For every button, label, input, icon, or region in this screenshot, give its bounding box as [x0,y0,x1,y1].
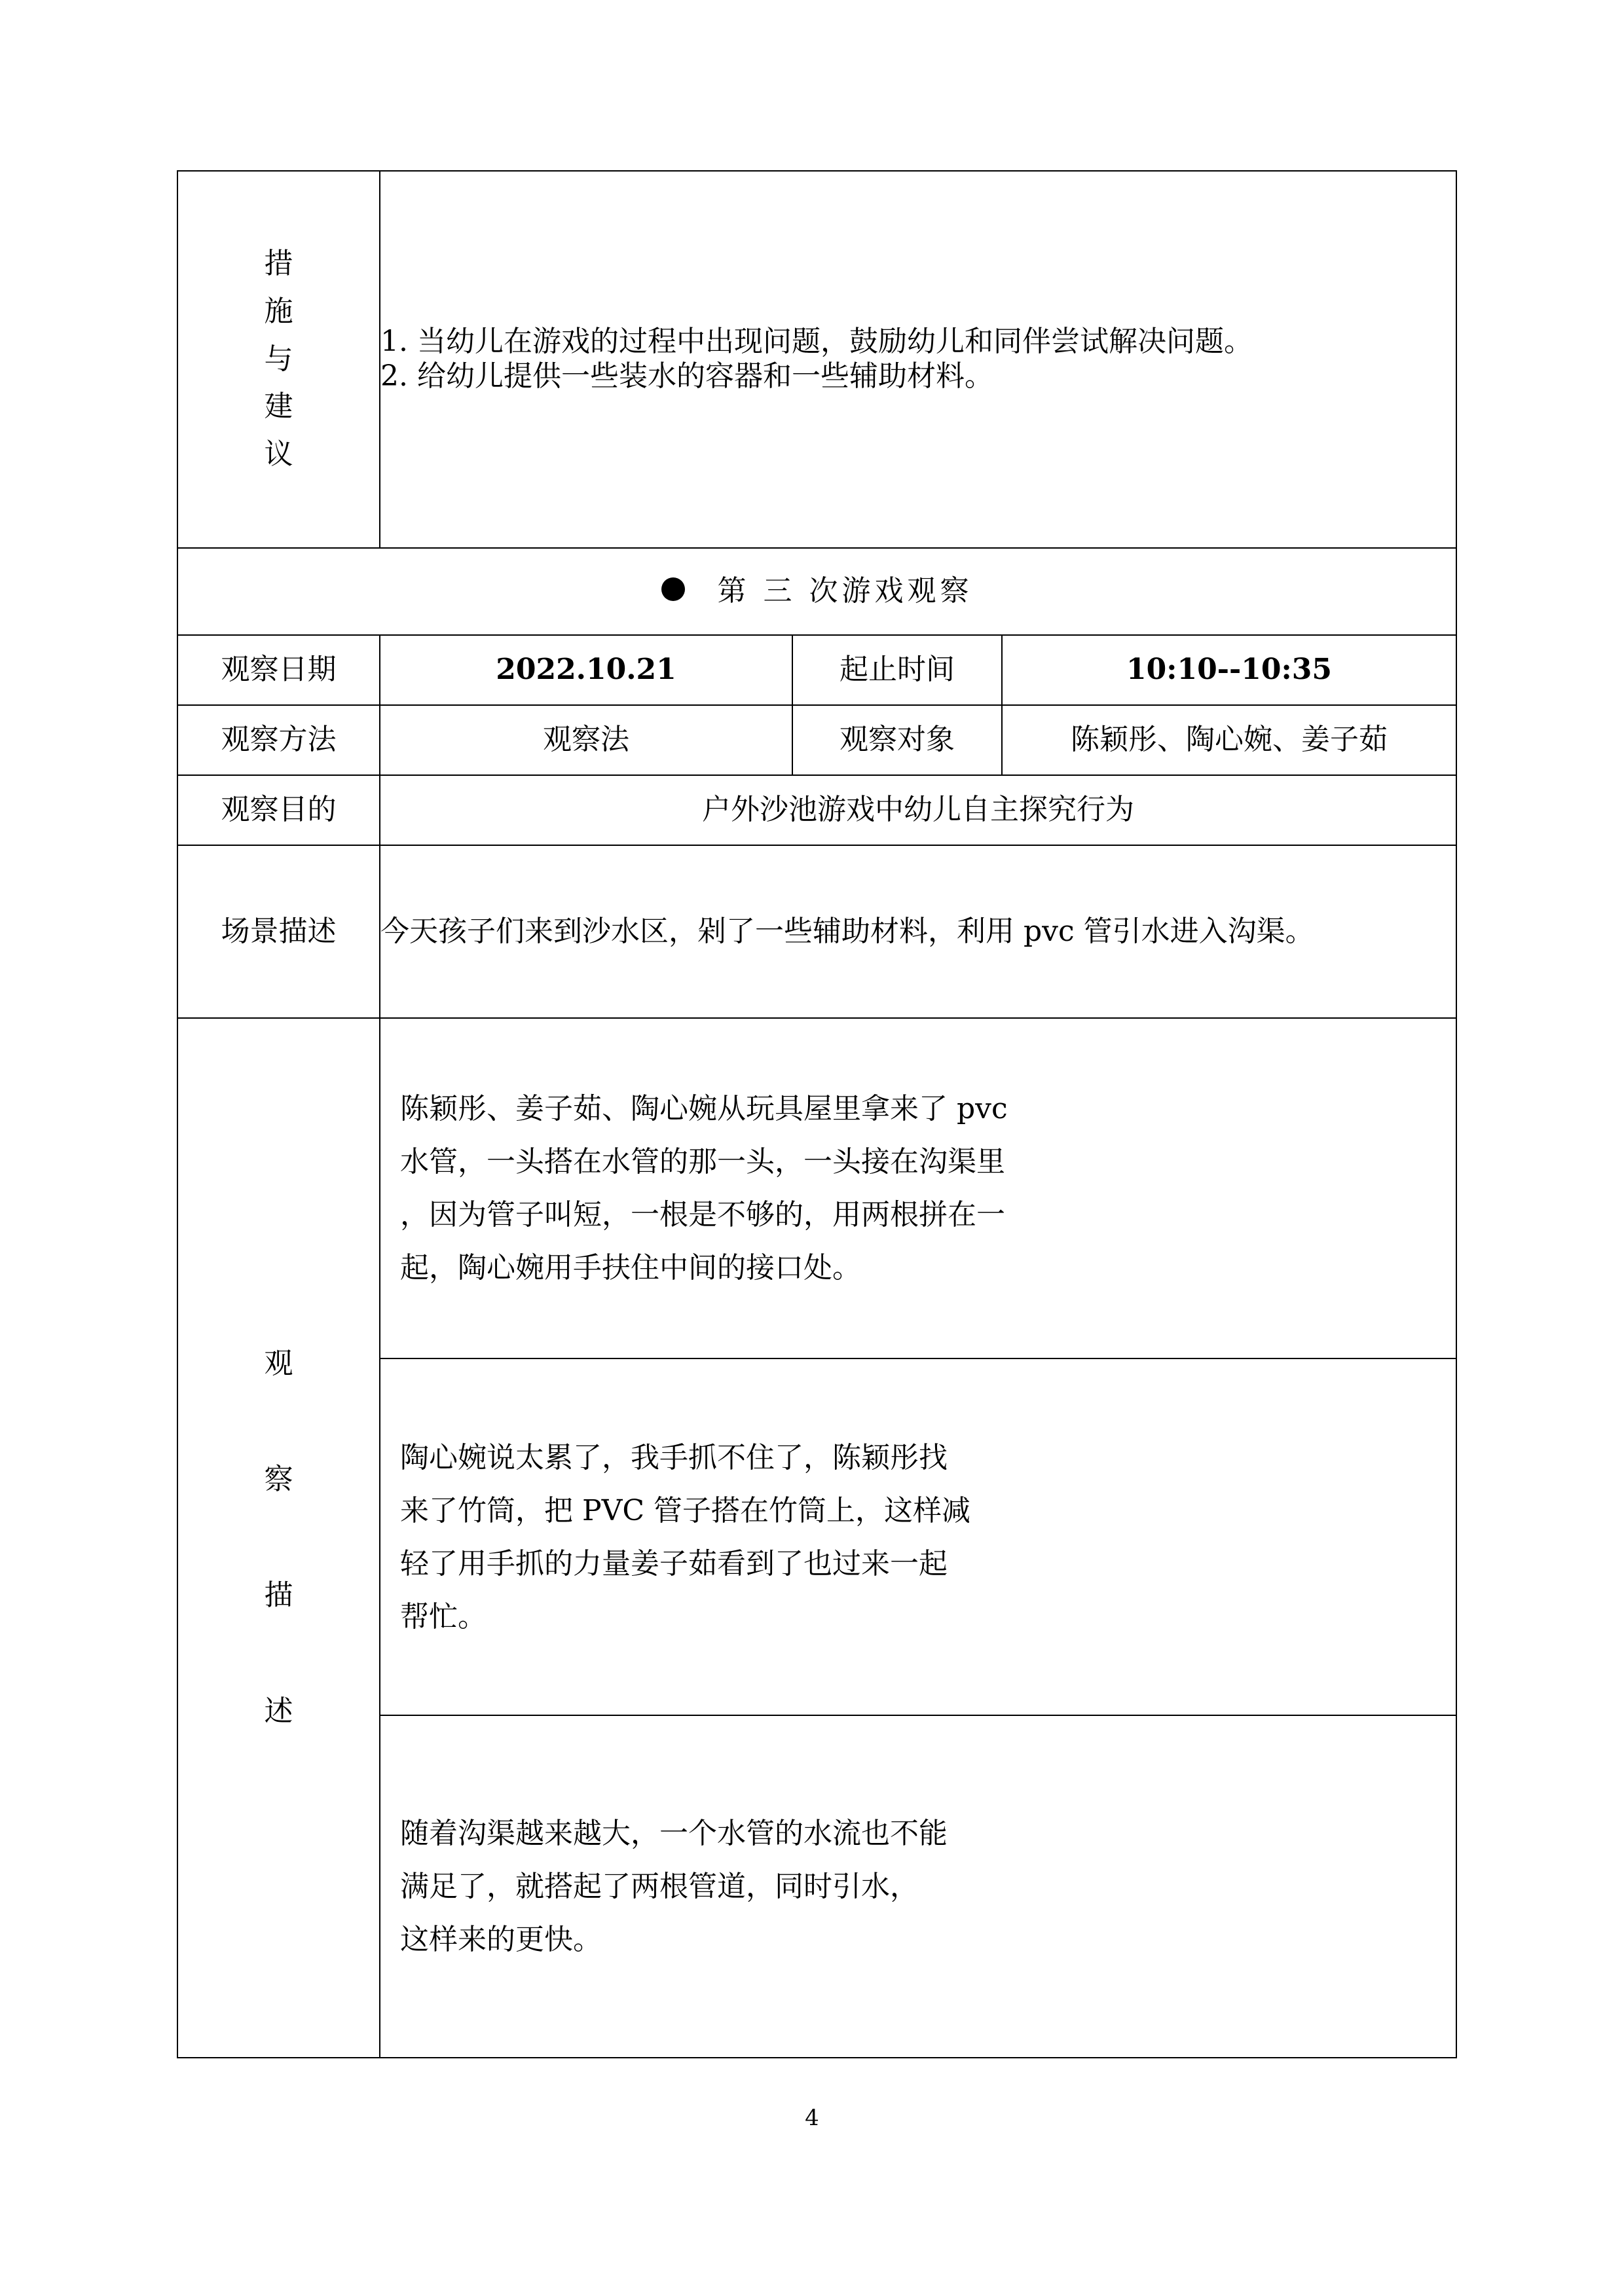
subject-label: 观察对象 [792,705,1002,775]
purpose-value: 户外沙池游戏中幼儿自主探究行为 [380,775,1456,845]
section-heading: 第 三 次游戏观察 [717,574,973,608]
method-label: 观察方法 [177,705,380,775]
observation-label [178,1306,379,1769]
measures-label-char: 与 [264,342,293,376]
observation-label-char: 描 [264,1578,293,1612]
scene-row [177,845,1456,1018]
measures-item: 1. 当幼儿在游戏的过程中出现问题，鼓励幼儿和同伴尝试解决问题。 [380,325,1253,359]
measures-label-char: 措 [264,247,293,280]
scene-value: 今天孩子们来到沙水区，剁了一些辅助材料，利用 pvc 管引水进入沟渠。 [380,845,1456,1018]
observation-label-cell [177,1018,380,2058]
measures-label-char: 建 [264,390,293,424]
observation-paragraph: 陶心婉说太累了，我手抓不住了，陈颖彤找 来了竹筒，把 PVC 管子搭在竹筒上，这样减 轻了用手抓的力量姜子茹看到了也过来一起 帮忙。 [400,1440,971,1633]
observation-paragraph-cell [380,1715,1456,2058]
measures-label [178,240,379,479]
date-value: 2022.10.21 [380,635,792,705]
observation-record-table [177,170,1457,2058]
method-value: 观察法 [380,705,792,775]
time-label: 起止时间 [792,635,1002,705]
measures-item: 2. 给幼儿提供一些装水的容器和一些辅助材料。 [380,359,993,393]
measures-content-cell [380,171,1456,548]
purpose-label: 观察目的 [177,775,380,845]
observation-paragraph-cell [380,1018,1456,1358]
measures-label-cell [177,171,380,548]
measures-row [177,171,1456,548]
observation-paragraph: 随着沟渠越来越大，一个水管的水流也不能 满足了，就搭起了两根管道，同时引水， 这样来的更快。 [400,1817,948,1956]
observation-paragraph-cell [380,1358,1456,1715]
observation-paragraph: 陈颖彤、姜子茹、陶心婉从玩具屋里拿来了 pvc 水管，一头搭在水管的那一头，一头接在沟渠里 ，因为管子叫短，一根是不够的，用两根拼在一 起，陶心婉用手扶住中间的接口处。 [400,1092,1008,1285]
observation-label-char: 观 [264,1347,293,1381]
section-heading-row [177,548,1456,635]
subject-value: 陈颖彤、陶心婉、姜子茹 [1002,705,1456,775]
section-heading-cell [177,548,1456,635]
purpose-row [177,775,1456,845]
method-subject-row [177,705,1456,775]
page-number: 4 [805,2105,819,2131]
measures-label-char: 施 [264,294,293,328]
bullet-icon [661,577,685,601]
observation-label-char: 述 [264,1694,293,1728]
observation-row [177,1018,1456,1358]
scene-label: 场景描述 [177,845,380,1018]
time-value: 10:10--10:35 [1002,635,1456,705]
date-label: 观察日期 [177,635,380,705]
date-time-row [177,635,1456,705]
observation-label-char: 察 [264,1463,293,1497]
measures-label-char: 议 [264,437,293,471]
